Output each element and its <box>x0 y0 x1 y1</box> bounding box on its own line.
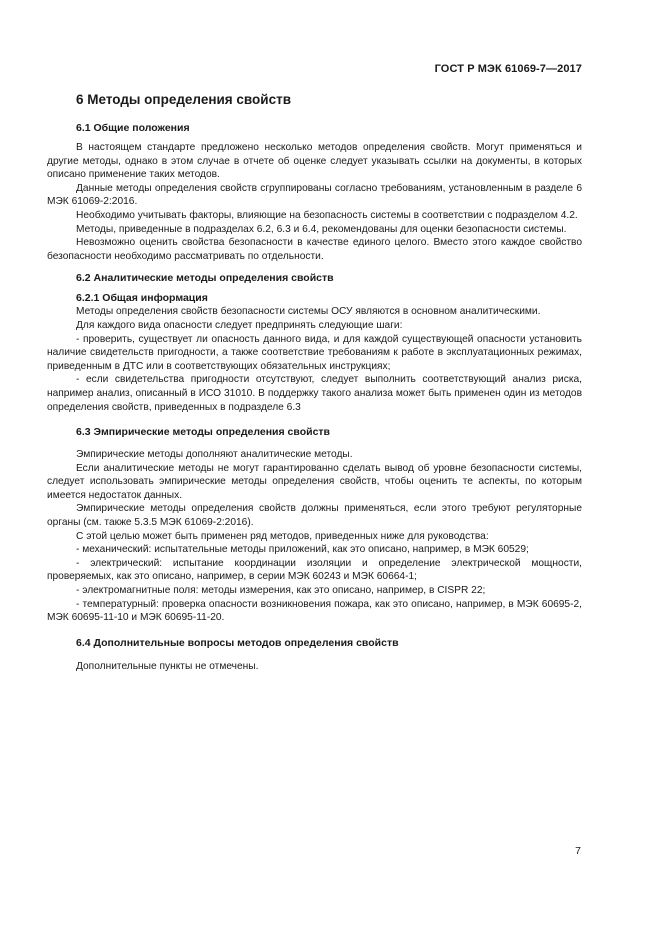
paragraph: В настоящем стандарте предложено несколько методов определения свойств. Могут применяться и другие методы, однако в этом случае в отчете об оценке следует указывать ссылки на документы, в которых описано применение таких методов. <box>47 142 582 181</box>
paragraph: Методы определения свойств безопасности системы ОСУ являются в основном аналитическими. <box>76 306 541 318</box>
spacer <box>47 414 582 426</box>
subsection-6-1-title: 6.1 Общие положения <box>76 122 190 134</box>
subsection-6-3-title: 6.3 Эмпирические методы определения свойств <box>76 426 331 439</box>
standard-header: ГОСТ Р МЭК 61069-7—2017 <box>434 63 582 75</box>
list-item: - проверить, существует ли опасность данного вида, и для каждой существующей опасности установить наличие свидетельств пригодности, а также соответствие требованиям к работе в эксплуатационных режимах, приведенным в ДТС или в соответствующих обязательных инструкциях; <box>47 333 582 372</box>
subsection-6-4-title: 6.4 Дополнительные вопросы методов определения свойств <box>76 636 399 649</box>
paragraph: Данные методы определения свойств сгруппированы согласно требованиям, установленным в разделе 6 МЭК 61069-2:2016. <box>47 182 582 208</box>
paragraph: Дополнительные пункты не отмечены. <box>76 660 259 672</box>
paragraph: С этой целью может быть применен ряд методов, приведенных ниже для руководства: <box>76 530 489 542</box>
page-content <box>47 92 582 673</box>
paragraph: Если аналитические методы не могут гарантированно сделать вывод об уровне безопасности системы, следует использовать эмпирические методы определения свойств, чтобы оценить те аспекты, по которым имеется недостаток данных. <box>47 462 582 501</box>
list-item: - температурный: проверка опасности возникновения пожара, как это описано, например, в МЭК 60695-2, МЭК 60695-11-10 и МЭК 60695-11-20. <box>47 598 582 624</box>
section-6-title: 6 Методы определения свойств <box>76 92 291 107</box>
subsection-6-2-1-title: 6.2.1 Общая информация <box>76 292 208 305</box>
spacer <box>47 625 582 637</box>
list-item: - если свидетельства пригодности отсутствуют, следует выполнить соответствующий анализ риска, например анализ, описанный в ИСО 31010. В поддержку такого анализа может быть применен один из методов определения свойств, приведенных в подразделе 6.3 <box>47 374 582 413</box>
paragraph: Методы, приведенные в подразделах 6.2, 6.3 и 6.4, рекомендованы для оценки безопасности системы. <box>76 223 567 235</box>
list-item: - электрический: испытание координации изоляции и определение электрической мощности, проверяемых, как это описано, например, в серии МЭК 60243 и МЭК 60664-1; <box>47 557 582 583</box>
page-number: 7 <box>575 845 581 857</box>
list-item: - электромагнитные поля: методы измерения, как это описано, например, в CISPR 22; <box>76 585 486 597</box>
paragraph: Необходимо учитывать факторы, влияющие на безопасность системы в соответствии с подразделом 4.2. <box>76 209 578 221</box>
paragraph: Эмпирические методы дополняют аналитические методы. <box>76 449 353 461</box>
paragraph: Для каждого вида опасности следует предпринять следующие шаги: <box>76 319 403 331</box>
list-item: - механический: испытательные методы приложений, как это описано, например, в МЭК 60529; <box>76 544 529 556</box>
subsection-6-2-title: 6.2 Аналитические методы определения свойств <box>76 272 334 285</box>
paragraph: Невозможно оценить свойства безопасности в качестве единого целого. Вместо этого каждое свойство безопасности необходимо рассматривать по отдельности. <box>47 237 582 262</box>
paragraph: Эмпирические методы определения свойств должны применяться, если этого требуют регуляторные органы (см. также 5.3.5 МЭК 61069-2:2016). <box>47 503 582 529</box>
spacer <box>47 263 582 272</box>
